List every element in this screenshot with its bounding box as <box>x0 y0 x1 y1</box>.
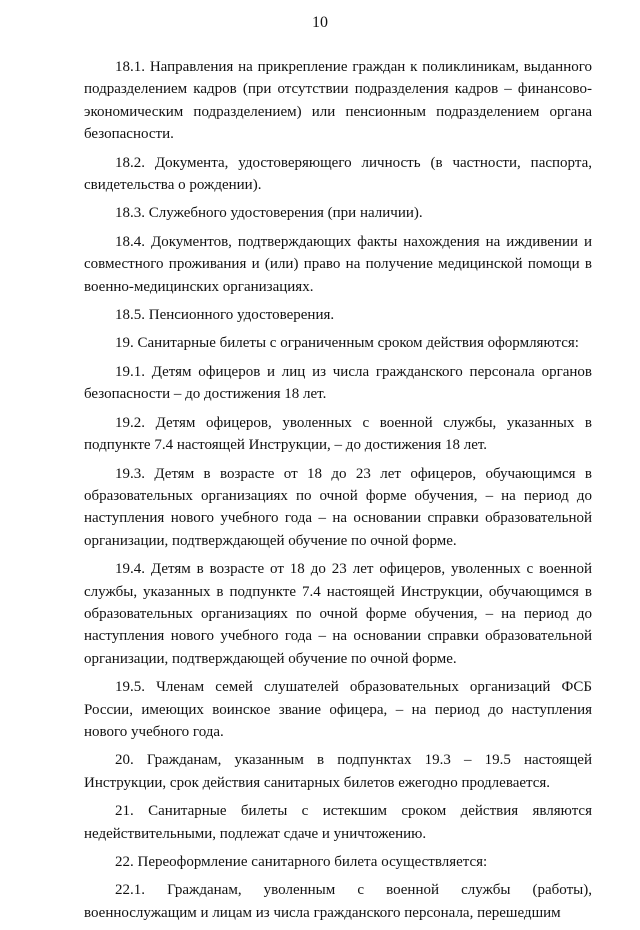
paragraph-18-5: 18.5. Пенсионного удостоверения. <box>115 307 335 324</box>
paragraph-19-5: 19.5. Членам семей слушателей образовательных организаций ФСБ России, имеющих воинское звание офицера, – на период до наступления нового учебного года. <box>84 679 592 740</box>
paragraph-19-4: 19.4. Детям в возрасте от 18 до 23 лет офицеров, уволенных с военной службы, указанных в подпункте 7.4 настоящей Инструкции, обучающимся в образовательных организациях по очной форме обучения, – на период до наступления нового учебного года – на основании справки образовательной организации, подтверждающей обучение по очной форме. <box>84 561 592 667</box>
page-number: 10 <box>312 14 328 31</box>
paragraph-22: 22. Переоформление санитарного билета осуществляется: <box>115 854 488 870</box>
paragraph-18-2: 18.2. Документа, удостоверяющего личность (в частности, паспорта, свидетельства о рождении). <box>84 154 592 194</box>
paragraph-19: 19. Санитарные билеты с ограниченным сроком действия оформляются: <box>115 335 579 352</box>
paragraph-19-1: 19.1. Детям офицеров и лиц из числа гражданского персонала органов безопасности – до достижения 18 лет. <box>84 363 592 403</box>
paragraph-19-2: 19.2. Детям офицеров, уволенных с военной службы, указанных в подпункте 7.4 настоящей Инструкции, – до достижения 18 лет. <box>84 414 592 454</box>
paragraph-18-4: 18.4. Документов, подтверждающих факты нахождения на иждивении и совместного проживания и (или) право на получение медицинской помощи в военно-медицинских организациях. <box>84 233 592 295</box>
paragraph-18-1: 18.1. Направления на прикрепление граждан к поликлиникам, выданного подразделением кадров (при отсутствии подразделения кадров – финансово-экономическим подразделением) или пенсионным подразделением органа безопасности. <box>84 59 592 143</box>
paragraph-19-3: 19.3. Детям в возрасте от 18 до 23 лет офицеров, обучающимся в образовательных организациях по очной форме обучения, – на период до наступления нового учебного года – на основании справки образовательной организации, подтверждающей обучение по очной форме. <box>84 465 592 549</box>
paragraph-21: 21. Санитарные билеты с истекшим сроком действия являются недействительными, подлежат сдаче и уничтожению. <box>84 803 592 842</box>
paragraph-22-1: 22.1. Гражданам, уволенным с военной службы (работы), военнослужащим и лицам из числа гражданского персонала, перешедшим <box>84 882 592 921</box>
document-body <box>84 56 592 930</box>
paragraph-18-3: 18.3. Служебного удостоверения (при наличии). <box>115 205 423 222</box>
paragraph-20: 20. Гражданам, указанным в подпунктах 19.3 – 19.5 настоящей Инструкции, срок действия санитарных билетов ежегодно продлевается. <box>84 752 592 791</box>
